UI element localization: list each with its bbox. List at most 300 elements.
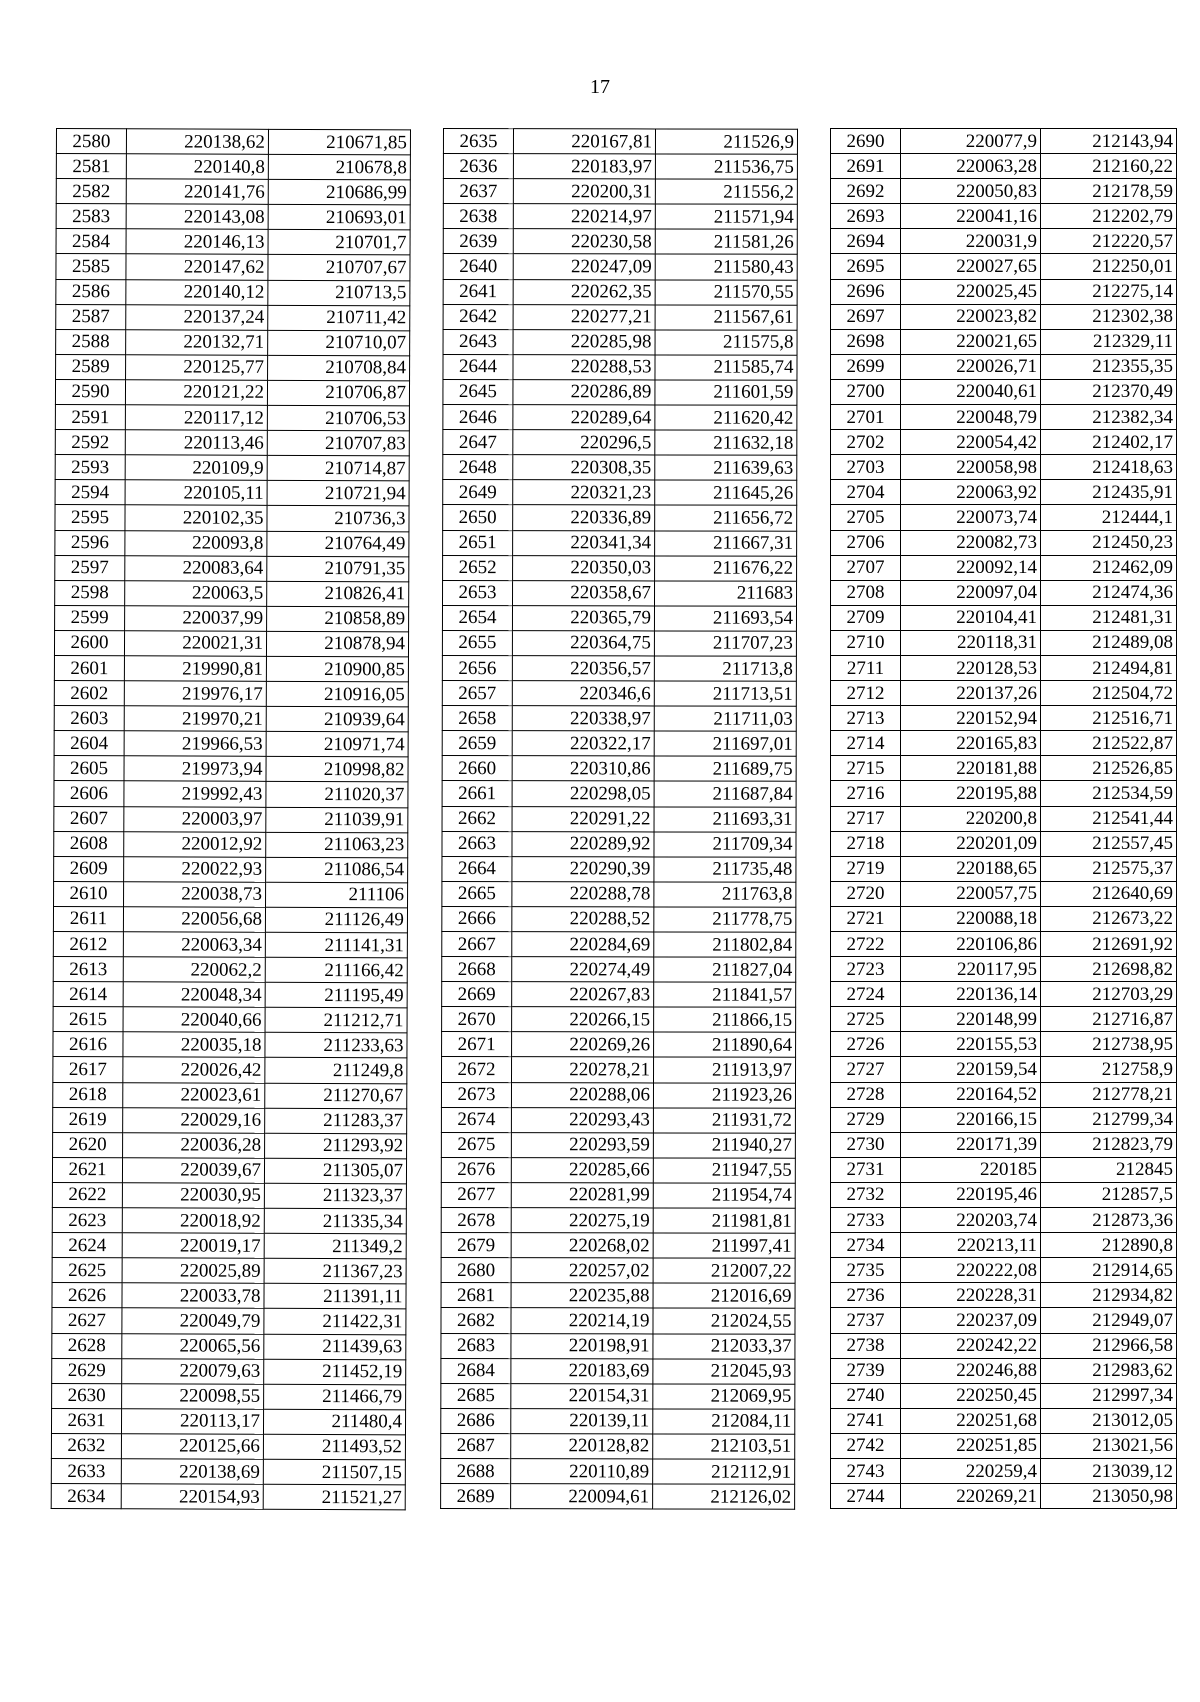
- coordinate-y-cell: 212126,02: [653, 1484, 795, 1509]
- table-row: [443, 505, 797, 531]
- coordinate-y-cell: 211707,23: [654, 631, 796, 656]
- coordinate-x-cell: 220285,98: [513, 329, 655, 354]
- coordinate-y-cell: 210998,82: [266, 757, 408, 783]
- point-number-cell: 2682: [441, 1308, 511, 1333]
- coordinate-y-cell: 211249,8: [265, 1058, 407, 1084]
- point-number-cell: 2614: [53, 982, 123, 1007]
- point-number-cell: 2660: [442, 756, 512, 781]
- point-number-cell: 2626: [52, 1283, 122, 1308]
- point-number-cell: 2671: [442, 1032, 512, 1057]
- coordinate-x-cell: 220308,35: [513, 455, 655, 480]
- table-row: [53, 1107, 407, 1133]
- table-row: [55, 530, 409, 556]
- coordinate-y-cell: 211270,67: [265, 1083, 407, 1109]
- coordinate-y-cell: 211639,63: [655, 455, 797, 480]
- coordinate-y-cell: 212069,95: [653, 1384, 795, 1409]
- point-number-cell: 2583: [56, 204, 126, 229]
- table-row: [831, 129, 1177, 154]
- coordinate-x-cell: 220291,22: [512, 806, 654, 831]
- table-row: [54, 856, 408, 882]
- coordinate-x-cell: 220364,75: [512, 631, 654, 656]
- coordinate-table-2: [440, 128, 798, 1510]
- coordinate-x-cell: 220117,12: [125, 405, 267, 431]
- table-row: [56, 204, 410, 230]
- coordinate-y-cell: 210764,49: [267, 531, 409, 557]
- table-row: [831, 480, 1177, 505]
- point-number-cell: 2617: [53, 1057, 123, 1082]
- coordinate-x-cell: 220031,9: [901, 229, 1041, 254]
- coordinate-y-cell: 212462,09: [1041, 555, 1177, 580]
- table-row: [831, 957, 1177, 982]
- coordinate-x-cell: 219973,94: [124, 756, 266, 782]
- coordinate-x-cell: 220037,99: [125, 606, 267, 632]
- table-row: [441, 1208, 795, 1234]
- coordinate-x-cell: 220137,26: [901, 681, 1041, 706]
- coordinate-y-cell: 212045,93: [653, 1359, 795, 1384]
- coordinate-y-cell: 212934,82: [1041, 1283, 1177, 1308]
- coordinate-y-cell: 212084,11: [653, 1409, 795, 1434]
- coordinate-y-cell: 211166,42: [265, 957, 407, 983]
- point-number-cell: 2633: [51, 1458, 121, 1483]
- coordinate-x-cell: 220026,42: [123, 1057, 265, 1083]
- coordinate-x-cell: 220106,86: [901, 932, 1041, 957]
- coordinate-x-cell: 220117,95: [901, 957, 1041, 982]
- table-row: [831, 1358, 1177, 1383]
- coordinate-x-cell: 220029,16: [123, 1107, 265, 1133]
- point-number-cell: 2718: [831, 831, 901, 856]
- point-number-cell: 2666: [442, 906, 512, 931]
- coordinate-x-cell: 220356,57: [512, 656, 654, 681]
- point-number-cell: 2596: [55, 530, 125, 555]
- table-row: [56, 154, 410, 180]
- table-row: [831, 204, 1177, 229]
- table-row: [831, 179, 1177, 204]
- coordinate-x-cell: 220012,92: [124, 831, 266, 857]
- coordinate-x-cell: 220104,41: [901, 605, 1041, 630]
- coordinate-y-cell: 211570,55: [655, 280, 797, 305]
- point-number-cell: 2591: [55, 405, 125, 430]
- table-row: [442, 957, 796, 983]
- point-number-cell: 2716: [831, 781, 901, 806]
- coordinate-y-cell: 211802,84: [654, 932, 796, 957]
- table-row: [831, 1333, 1177, 1358]
- coordinate-y-cell: 211645,26: [655, 480, 797, 505]
- coordinate-x-cell: 220251,68: [901, 1408, 1041, 1433]
- coordinate-y-cell: 212857,5: [1041, 1182, 1177, 1207]
- coordinate-x-cell: 220167,81: [513, 129, 655, 154]
- coordinate-y-cell: 211020,37: [266, 782, 408, 808]
- table-row: [831, 405, 1177, 430]
- point-number-cell: 2685: [441, 1383, 511, 1408]
- point-number-cell: 2648: [443, 455, 513, 480]
- coordinate-x-cell: 220171,39: [901, 1132, 1041, 1157]
- coordinate-y-cell: 211439,63: [264, 1334, 406, 1360]
- coordinate-x-cell: 220288,52: [512, 907, 654, 932]
- table-row: [441, 1132, 795, 1158]
- table-row: [442, 605, 796, 631]
- point-number-cell: 2609: [54, 856, 124, 881]
- coordinate-x-cell: 220288,78: [512, 881, 654, 906]
- coordinate-x-cell: 220118,31: [901, 630, 1041, 655]
- coordinate-y-cell: 211126,49: [265, 907, 407, 933]
- coordinate-x-cell: 220198,91: [511, 1333, 653, 1358]
- coordinate-x-cell: 220056,68: [123, 907, 265, 933]
- coordinate-y-cell: 212504,72: [1041, 681, 1177, 706]
- point-number-cell: 2611: [53, 906, 123, 931]
- coordinate-y-cell: 210707,83: [267, 430, 409, 456]
- table-row: [52, 1233, 406, 1259]
- coordinate-y-cell: 211866,15: [654, 1007, 796, 1032]
- point-number-cell: 2667: [442, 931, 512, 956]
- table-row: [442, 731, 796, 757]
- table-row: [831, 279, 1177, 304]
- point-number-cell: 2708: [831, 580, 901, 605]
- table-row: [831, 856, 1177, 881]
- point-number-cell: 2658: [442, 706, 512, 731]
- coordinate-x-cell: 220322,17: [512, 731, 654, 756]
- coordinate-x-cell: 220077,9: [901, 129, 1041, 154]
- point-number-cell: 2717: [831, 806, 901, 831]
- coordinate-x-cell: 220269,21: [901, 1484, 1041, 1509]
- point-number-cell: 2606: [54, 781, 124, 806]
- table-row: [831, 580, 1177, 605]
- point-number-cell: 2651: [443, 530, 513, 555]
- point-number-cell: 2731: [831, 1157, 901, 1182]
- table-row: [442, 781, 796, 807]
- coordinate-y-cell: 211349,2: [264, 1233, 406, 1259]
- table-row: [441, 1333, 795, 1359]
- point-number-cell: 2737: [831, 1308, 901, 1333]
- table-row: [831, 906, 1177, 931]
- coordinate-x-cell: 220036,28: [123, 1133, 265, 1159]
- table-row: [831, 1233, 1177, 1258]
- coordinate-x-cell: 220268,02: [511, 1233, 653, 1258]
- table-row: [441, 1182, 795, 1208]
- coordinate-y-cell: 212541,44: [1041, 806, 1177, 831]
- coordinate-y-cell: 211693,54: [654, 606, 796, 631]
- coordinate-y-cell: 211981,81: [653, 1208, 795, 1233]
- point-number-cell: 2739: [831, 1358, 901, 1383]
- point-number-cell: 2674: [441, 1107, 511, 1132]
- point-number-cell: 2740: [831, 1383, 901, 1408]
- coordinate-y-cell: 212494,81: [1041, 655, 1177, 680]
- table-row: [441, 1258, 795, 1284]
- table-row: [831, 1308, 1177, 1333]
- coordinate-x-cell: 220023,61: [123, 1082, 265, 1108]
- point-number-cell: 2711: [831, 655, 901, 680]
- table-row: [55, 580, 409, 606]
- coordinate-y-cell: 210826,41: [267, 581, 409, 607]
- coordinate-x-cell: 220058,98: [901, 455, 1041, 480]
- coordinate-y-cell: 210791,35: [267, 556, 409, 582]
- coordinate-x-cell: 220138,69: [121, 1459, 263, 1485]
- coordinate-x-cell: 220350,03: [513, 555, 655, 580]
- coordinate-x-cell: 220222,08: [901, 1258, 1041, 1283]
- point-number-cell: 2650: [443, 505, 513, 530]
- point-number-cell: 2694: [831, 229, 901, 254]
- coordinate-x-cell: 220063,5: [125, 580, 267, 606]
- coordinate-x-cell: 220286,89: [513, 380, 655, 405]
- table-row: [441, 1408, 795, 1434]
- coordinate-y-cell: 211521,27: [263, 1484, 405, 1510]
- table-row: [831, 1258, 1177, 1283]
- table-row: [442, 706, 796, 732]
- point-number-cell: 2645: [443, 379, 513, 404]
- table-row: [54, 881, 408, 907]
- coordinate-x-cell: 220021,31: [124, 631, 266, 657]
- coordinate-y-cell: 211195,49: [265, 982, 407, 1008]
- coordinate-y-cell: 212890,8: [1041, 1233, 1177, 1258]
- table-row: [831, 1383, 1177, 1408]
- coordinate-x-cell: 220293,43: [511, 1107, 653, 1132]
- coordinate-y-cell: 212402,17: [1041, 430, 1177, 455]
- coordinate-y-cell: 210713,5: [268, 280, 410, 306]
- point-number-cell: 2701: [831, 405, 901, 430]
- coordinate-x-cell: 220033,78: [122, 1283, 264, 1309]
- table-row: [831, 1032, 1177, 1057]
- coordinate-x-cell: 220093,8: [125, 530, 267, 556]
- table-row: [831, 932, 1177, 957]
- coordinate-x-cell: 220200,8: [901, 806, 1041, 831]
- table-row: [54, 731, 408, 757]
- table-row: [56, 329, 410, 355]
- point-number-cell: 2580: [56, 129, 126, 154]
- coordinate-x-cell: 220235,88: [511, 1283, 653, 1308]
- coordinate-x-cell: 220018,92: [122, 1208, 264, 1234]
- coordinate-y-cell: 211687,84: [654, 781, 796, 806]
- coordinate-y-cell: 212522,87: [1041, 731, 1177, 756]
- point-number-cell: 2581: [56, 154, 126, 179]
- coordinate-y-cell: 212160,22: [1041, 154, 1177, 179]
- coordinate-x-cell: 220277,21: [513, 304, 655, 329]
- point-number-cell: 2735: [831, 1258, 901, 1283]
- coordinate-y-cell: 211689,75: [654, 756, 796, 781]
- point-number-cell: 2730: [831, 1132, 901, 1157]
- coordinate-x-cell: 220102,35: [125, 505, 267, 531]
- coordinate-x-cell: 220321,23: [513, 480, 655, 505]
- coordinate-y-cell: 211556,2: [655, 179, 797, 204]
- point-number-cell: 2616: [53, 1032, 123, 1057]
- table-row: [441, 1383, 795, 1409]
- coordinate-y-cell: 210671,85: [268, 129, 410, 155]
- point-number-cell: 2637: [443, 179, 513, 204]
- table-row: [831, 1433, 1177, 1458]
- table-row: [831, 781, 1177, 806]
- coordinate-x-cell: 220025,89: [122, 1258, 264, 1284]
- coordinate-x-cell: 220138,62: [126, 129, 268, 155]
- coordinate-x-cell: 220062,2: [123, 957, 265, 983]
- point-number-cell: 2672: [442, 1057, 512, 1082]
- coordinate-y-cell: 212033,37: [653, 1333, 795, 1358]
- coordinate-x-cell: 220079,63: [122, 1358, 264, 1384]
- table-row: [443, 179, 797, 205]
- point-number-cell: 2668: [442, 957, 512, 982]
- coordinate-x-cell: 220200,31: [513, 179, 655, 204]
- coordinate-x-cell: 220201,09: [901, 831, 1041, 856]
- coordinate-y-cell: 212112,91: [653, 1459, 795, 1484]
- table-row: [56, 279, 410, 305]
- table-row: [831, 731, 1177, 756]
- coordinate-y-cell: 211480,4: [263, 1409, 405, 1435]
- point-number-cell: 2712: [831, 681, 901, 706]
- coordinate-y-cell: 210678,8: [268, 154, 410, 180]
- table-row: [831, 1408, 1177, 1433]
- coordinate-y-cell: 211571,94: [655, 204, 797, 229]
- coordinate-y-cell: 210693,01: [268, 205, 410, 231]
- table-row: [53, 957, 407, 983]
- point-number-cell: 2654: [442, 605, 512, 630]
- coordinate-x-cell: 220125,77: [126, 355, 268, 381]
- coordinate-x-cell: 220048,34: [123, 982, 265, 1008]
- table-row: [831, 806, 1177, 831]
- coordinate-y-cell: 210711,42: [268, 305, 410, 331]
- table-row: [442, 756, 796, 782]
- point-number-cell: 2599: [55, 605, 125, 630]
- table-row: [443, 379, 797, 405]
- coordinate-x-cell: 220023,82: [901, 304, 1041, 329]
- coordinate-y-cell: 211305,07: [264, 1158, 406, 1184]
- table-row: [54, 806, 408, 832]
- coordinate-x-cell: 220185: [901, 1157, 1041, 1182]
- coordinate-y-cell: 211367,23: [264, 1259, 406, 1285]
- table-row: [441, 1157, 795, 1183]
- coordinate-y-cell: 212873,36: [1041, 1208, 1177, 1233]
- coordinate-y-cell: 212489,08: [1041, 630, 1177, 655]
- coordinate-y-cell: 211585,74: [655, 355, 797, 380]
- coordinate-x-cell: 220021,65: [901, 329, 1041, 354]
- coordinate-x-cell: 220105,11: [125, 480, 267, 506]
- table-row: [54, 756, 408, 782]
- point-number-cell: 2608: [54, 831, 124, 856]
- point-number-cell: 2665: [442, 881, 512, 906]
- point-number-cell: 2615: [53, 1007, 123, 1032]
- coordinate-x-cell: 220365,79: [512, 605, 654, 630]
- coordinate-y-cell: 212143,94: [1041, 129, 1177, 154]
- coordinate-x-cell: 220165,83: [901, 731, 1041, 756]
- point-number-cell: 2741: [831, 1408, 901, 1433]
- coordinate-x-cell: 220003,97: [124, 806, 266, 832]
- coordinate-y-cell: 211947,55: [653, 1158, 795, 1183]
- coordinate-x-cell: 220298,05: [512, 781, 654, 806]
- coordinate-y-cell: 212557,45: [1041, 831, 1177, 856]
- table-row: [443, 555, 797, 581]
- table-row: [441, 1233, 795, 1259]
- point-number-cell: 2729: [831, 1107, 901, 1132]
- coordinate-y-cell: 211620,42: [655, 405, 797, 430]
- point-number-cell: 2625: [52, 1258, 122, 1283]
- coordinate-y-cell: 211233,63: [265, 1033, 407, 1059]
- coordinate-y-cell: 212302,38: [1041, 304, 1177, 329]
- coordinate-y-cell: 212575,37: [1041, 856, 1177, 881]
- point-number-cell: 2664: [442, 856, 512, 881]
- coordinate-x-cell: 219990,81: [124, 656, 266, 682]
- table-row: [831, 154, 1177, 179]
- table-row: [53, 1032, 407, 1058]
- coordinate-x-cell: 220228,31: [901, 1283, 1041, 1308]
- coordinate-table-1: [51, 128, 411, 1511]
- table-row: [831, 1484, 1177, 1509]
- table-row: [831, 1208, 1177, 1233]
- table-row: [55, 480, 409, 506]
- coordinate-x-cell: 220341,34: [513, 530, 655, 555]
- table-row: [53, 931, 407, 957]
- coordinate-y-cell: 212355,35: [1041, 354, 1177, 379]
- coordinate-x-cell: 220310,86: [512, 756, 654, 781]
- coordinate-y-cell: 211923,26: [653, 1083, 795, 1108]
- table-row: [51, 1433, 405, 1459]
- coordinate-x-cell: 220065,56: [122, 1333, 264, 1359]
- coordinate-y-cell: 211575,8: [655, 330, 797, 355]
- coordinate-y-cell: 211493,52: [263, 1434, 405, 1460]
- table-row: [53, 1007, 407, 1033]
- table-row: [53, 1082, 407, 1108]
- point-number-cell: 2634: [51, 1484, 121, 1509]
- coordinate-x-cell: 220035,18: [123, 1032, 265, 1058]
- coordinate-x-cell: 220289,64: [513, 405, 655, 430]
- coordinate-x-cell: 220109,9: [125, 455, 267, 481]
- point-number-cell: 2673: [441, 1082, 511, 1107]
- coordinate-y-cell: 212007,22: [653, 1258, 795, 1283]
- table-row: [53, 1057, 407, 1083]
- coordinate-x-cell: 220113,46: [125, 430, 267, 456]
- table-row: [831, 831, 1177, 856]
- table-row: [442, 806, 796, 832]
- table-row: [56, 304, 410, 330]
- point-number-cell: 2697: [831, 304, 901, 329]
- point-number-cell: 2678: [441, 1208, 511, 1233]
- coordinate-x-cell: 220121,22: [125, 380, 267, 406]
- coordinate-y-cell: 212444,1: [1041, 505, 1177, 530]
- coordinate-y-cell: 212450,23: [1041, 530, 1177, 555]
- table-row: [443, 480, 797, 506]
- table-row: [443, 254, 797, 280]
- coordinate-y-cell: 212778,21: [1041, 1082, 1177, 1107]
- coordinate-x-cell: 220140,12: [126, 279, 268, 305]
- coordinate-x-cell: 220155,53: [901, 1032, 1041, 1057]
- coordinate-x-cell: 220027,65: [901, 254, 1041, 279]
- point-number-cell: 2629: [52, 1358, 122, 1383]
- coordinate-y-cell: 211293,92: [265, 1133, 407, 1159]
- coordinate-y-cell: 211106: [266, 882, 408, 908]
- coordinate-x-cell: 220132,71: [126, 330, 268, 356]
- point-number-cell: 2675: [441, 1132, 511, 1157]
- coordinate-y-cell: 210708,84: [268, 355, 410, 381]
- table-row: [56, 129, 410, 155]
- point-number-cell: 2587: [56, 304, 126, 329]
- coordinate-x-cell: 220288,53: [513, 354, 655, 379]
- coordinate-x-cell: 220019,17: [122, 1233, 264, 1259]
- coordinate-x-cell: 220214,19: [511, 1308, 653, 1333]
- table-row: [831, 430, 1177, 455]
- coordinate-y-cell: 211601,59: [655, 380, 797, 405]
- coordinate-y-cell: 211683: [654, 581, 796, 606]
- coordinate-x-cell: 220290,39: [512, 856, 654, 881]
- coordinate-y-cell: 211667,31: [655, 530, 797, 555]
- table-row: [831, 530, 1177, 555]
- point-number-cell: 2602: [54, 681, 124, 706]
- coordinate-y-cell: 211735,48: [654, 857, 796, 882]
- point-number-cell: 2699: [831, 354, 901, 379]
- table-row: [443, 154, 797, 180]
- table-row: [443, 304, 797, 330]
- coordinate-y-cell: 211693,31: [654, 806, 796, 831]
- coordinate-x-cell: 220063,92: [901, 480, 1041, 505]
- coordinate-x-cell: 220041,16: [901, 204, 1041, 229]
- table-row: [441, 1308, 795, 1334]
- coordinate-y-cell: 211954,74: [653, 1183, 795, 1208]
- table-row: [831, 1182, 1177, 1207]
- coordinate-y-cell: 212220,57: [1041, 229, 1177, 254]
